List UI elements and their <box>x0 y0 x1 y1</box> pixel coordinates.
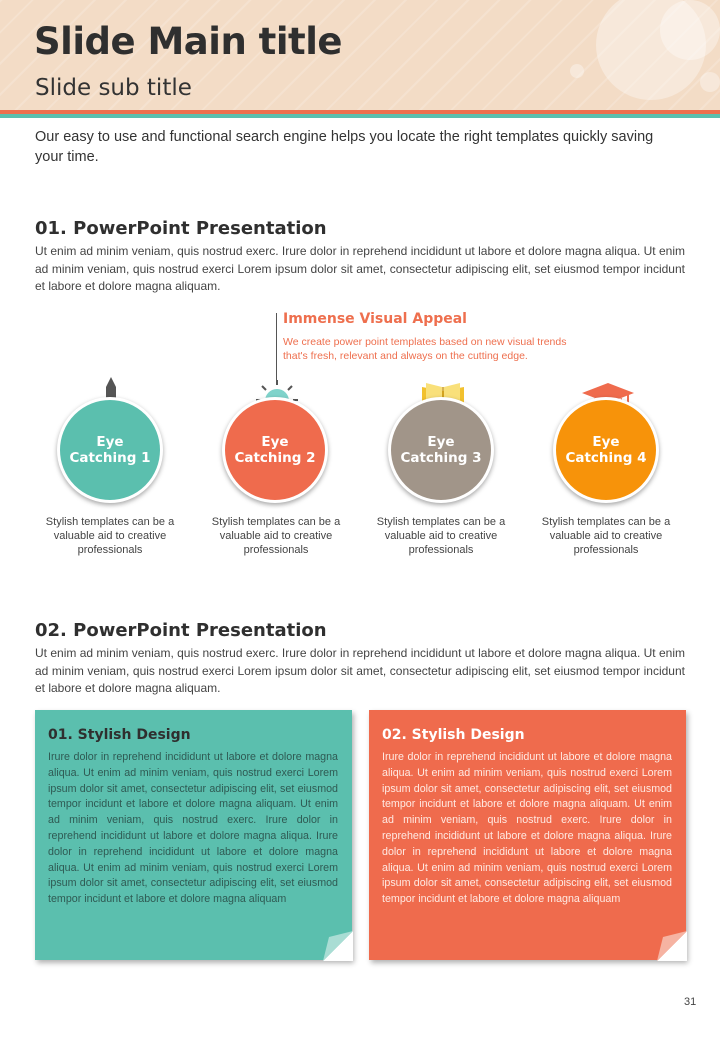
circle-2-caption: Stylish templates can be a valuable aid to creative professionals <box>211 516 341 556</box>
circle-label <box>396 434 486 466</box>
callout-text <box>283 335 643 363</box>
circle-label-line: Catching 4 <box>565 450 647 466</box>
eye-catching-circle-1 <box>57 397 163 503</box>
circle-label-line: Eye <box>261 434 289 450</box>
circle-label <box>65 434 155 466</box>
circle-1-caption: Stylish templates can be a valuable aid to creative professionals <box>45 516 175 556</box>
circle-label-line: Eye <box>592 434 620 450</box>
circle-3-caption: Stylish templates can be a valuable aid to creative professionals <box>376 516 506 556</box>
decorative-bubble <box>700 72 720 92</box>
section-2-body: Ut enim ad minim veniam, quis nostrud exerc. Irure dolor in reprehend incididunt ut labore et dolore magna aliqua. Ut enim ad minim veniam, quis nostrud exerci Lorem ipsum dolor sit amet, consectetur adipiscing elit, set eiusmod tempor incidunt et labore et dolore magna aliquam. <box>35 646 685 695</box>
eye-catching-circle-2 <box>222 397 328 503</box>
section-1-title: 01. PowerPoint Presentation <box>35 218 327 239</box>
circle-4-caption: Stylish templates can be a valuable aid to creative professionals <box>541 516 671 556</box>
page-number: 31 <box>684 996 697 1008</box>
decorative-bubble <box>660 0 720 60</box>
callout-text-line: that's fresh, relevant and always on the cutting edge. <box>283 350 528 362</box>
eye-catching-circle-3 <box>388 397 494 503</box>
slide-subtitle: Slide sub title <box>35 75 192 101</box>
circle-label-line: Eye <box>96 434 124 450</box>
circle-label-line: Catching 2 <box>234 450 316 466</box>
card-title: 02. Stylish Design <box>382 727 525 743</box>
stylish-design-card-2 <box>369 710 686 960</box>
eye-catching-circle-4 <box>553 397 659 503</box>
card-body: Irure dolor in reprehend incididunt ut labore et dolore magna aliqua. Ut enim ad minim veniam, quis nostrud exerci Lorem ipsum dolor sit amet, consectetur adipiscing elit, set eiusmod tempor incidunt et labore et dolore magna aliquam. Ut enim ad minim veniam, quis nostrud exerc. Irure dolor in reprehend incididunt ut labore et dolore magna aliqua. Irure dolor in reprehend incididunt ut labore et dolore magna aliqua. Ut enim ad minim veniam, quis nostrud exerci Lorem ipsum dolor sit amet, consectetur adipiscing elit, set eiusmod tempor incidunt et labore et dolore magna aliquam <box>48 751 338 906</box>
page-curl-icon <box>323 931 353 961</box>
card-title: 01. Stylish Design <box>48 727 191 743</box>
circle-label <box>230 434 320 466</box>
header-divider-teal <box>0 114 720 118</box>
circle-label-line: Catching 3 <box>400 450 482 466</box>
page-curl-icon <box>657 931 687 961</box>
callout-text-line: We create power point templates based on new visual trends <box>283 336 567 348</box>
slide-title: Slide Main title <box>34 20 342 63</box>
circle-label <box>561 434 651 466</box>
intro-text: Our easy to use and functional search engine helps you locate the right templates quickly saving your time. <box>35 129 654 165</box>
card-body: Irure dolor in reprehend incididunt ut labore et dolore magna aliqua. Ut enim ad minim veniam, quis nostrud exerci Lorem ipsum dolor sit amet, consectetur adipiscing elit, set eiusmod tempor incidunt et labore et dolore magna aliquam. Ut enim ad minim veniam, quis nostrud exerc. Irure dolor in reprehend incididunt ut labore et dolore magna aliqua. Irure dolor in reprehend incididunt ut labore et dolore magna aliqua. Ut enim ad minim veniam, quis nostrud exerci Lorem ipsum dolor sit amet, consectetur adipiscing elit, set eiusmod tempor incidunt et labore et dolore magna aliquam <box>382 751 672 906</box>
slide-header <box>0 0 720 110</box>
circle-label-line: Eye <box>427 434 455 450</box>
section-2-title: 02. PowerPoint Presentation <box>35 620 327 641</box>
callout-title: Immense Visual Appeal <box>283 311 467 327</box>
decorative-bubble <box>570 64 584 78</box>
section-1-body: Ut enim ad minim veniam, quis nostrud exerc. Irure dolor in reprehend incididunt ut labore et dolore magna aliqua. Ut enim ad minim veniam, quis nostrud exerci Lorem ipsum dolor sit amet, consectetur adipiscing elit, set eiusmod tempor incidunt et labore et dolore magna aliquam. <box>35 244 685 293</box>
stylish-design-card-1 <box>35 710 352 960</box>
circle-label-line: Catching 1 <box>69 450 151 466</box>
callout-line <box>276 313 277 383</box>
